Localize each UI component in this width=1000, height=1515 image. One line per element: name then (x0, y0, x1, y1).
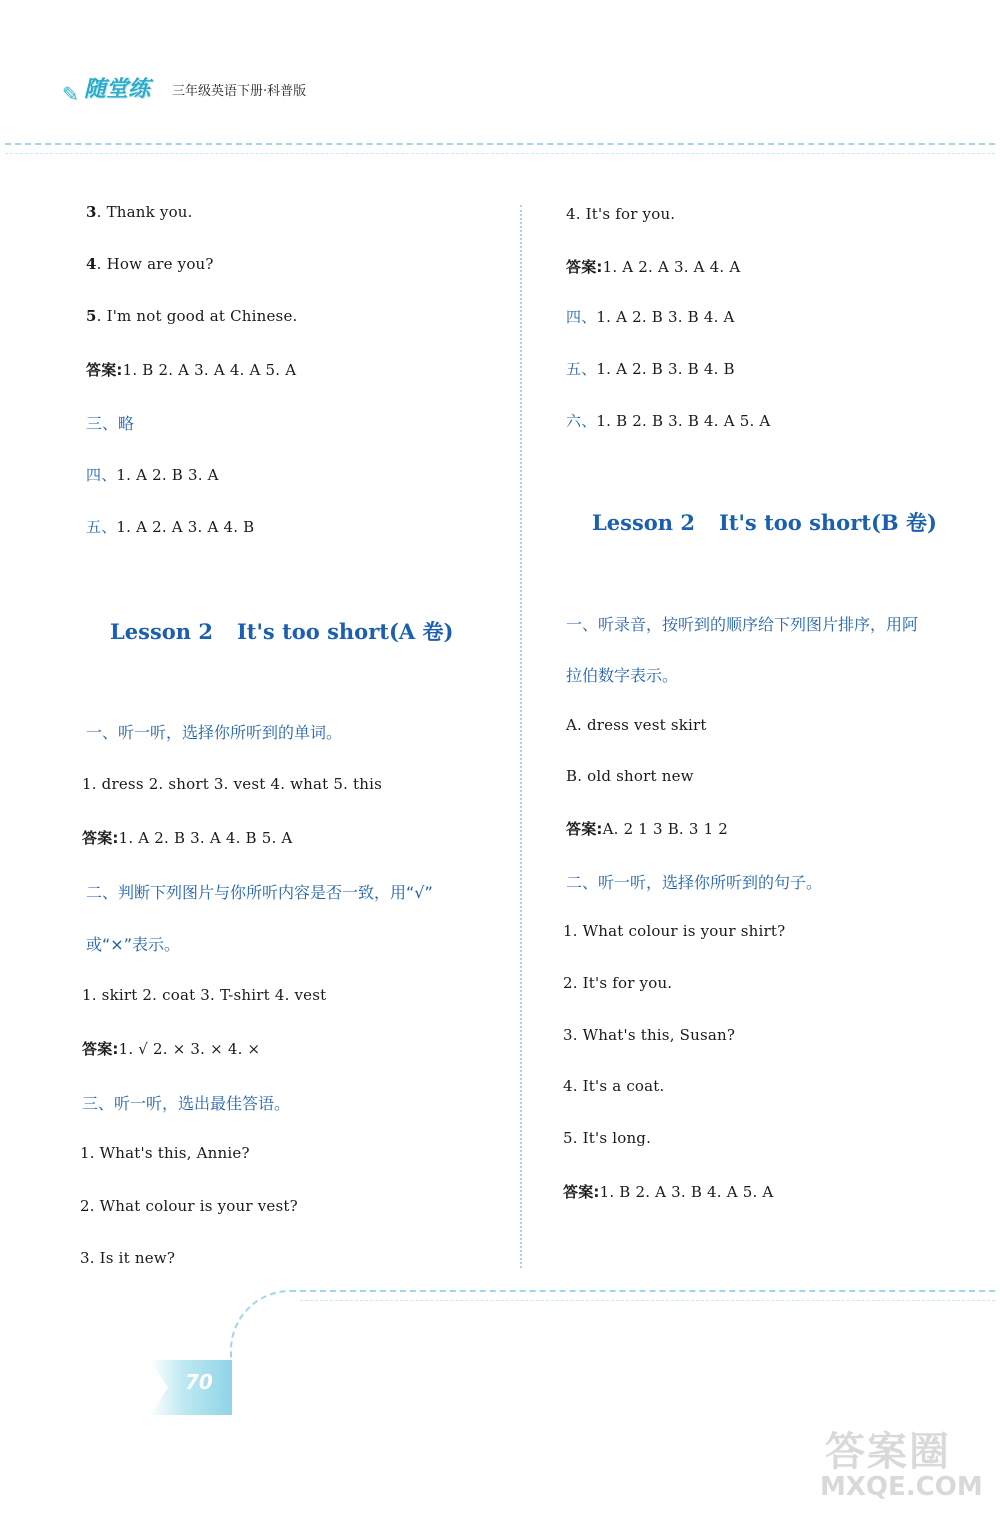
watermark (820, 1420, 990, 1505)
footer-curve (230, 1290, 312, 1382)
section-heading-cont: 拉伯数字表示。 (566, 666, 679, 685)
answer-key: 答案:1. A 2. B 3. A 4. B 5. A (82, 829, 293, 847)
answer-key: 答案:1. √ 2. × 3. × 4. × (82, 1040, 261, 1058)
book-logo (62, 70, 165, 110)
footer-dash-line (300, 1290, 995, 1292)
item-line: 2. What colour is your vest? (80, 1197, 298, 1215)
section-heading: 三、听一听，选出最佳答语。 (82, 1094, 291, 1113)
header-dash-line-2 (5, 153, 995, 154)
item-line: 3. What's this, Susan? (563, 1026, 736, 1044)
answer-line: 4. It's for you. (566, 205, 676, 223)
pencil-icon: ✎ (62, 82, 79, 106)
item-line: 1. What's this, Annie? (80, 1144, 250, 1162)
section-answer: 五、1. A 2. B 3. B 4. B (566, 360, 735, 378)
answer-line: 5. I'm not good at Chinese. (86, 307, 298, 325)
item-list: B. old short new (566, 767, 694, 785)
page-number: 70 (185, 1370, 213, 1394)
section-heading: 二、听一听，选择你所听到的句子。 (566, 873, 823, 892)
item-line: 2. It's for you. (563, 974, 673, 992)
section-answer: 四、1. A 2. B 3. B 4. A (566, 308, 735, 326)
item-list: A. dress vest skirt (566, 716, 707, 734)
item-line: 4. It's a coat. (563, 1077, 665, 1095)
section-answer: 六、1. B 2. B 3. B 4. A 5. A (566, 412, 771, 430)
answer-line: 4. How are you? (86, 255, 214, 273)
answer-key: 答案:1. A 2. A 3. A 4. A (566, 258, 741, 276)
watermark-top: 答案圈 (825, 1429, 951, 1475)
item-list: 1. skirt 2. coat 3. T-shirt 4. vest (82, 986, 327, 1004)
section-heading: 三、略 (86, 414, 135, 433)
book-subtitle: 三年级英语下册·科普版 (172, 84, 307, 99)
section-heading: 一、听录音，按听到的顺序给下列图片排序，用阿 (566, 615, 919, 634)
answer-key: 答案:1. B 2. A 3. A 4. A 5. A (86, 361, 297, 379)
item-line: 1. What colour is your shirt? (563, 922, 786, 940)
answer-key: 答案:1. B 2. A 3. B 4. A 5. A (563, 1183, 774, 1201)
section-heading-cont: 或“×”表示。 (86, 935, 180, 954)
lesson-title-b: Lesson 2 It's too short(B 卷) (592, 510, 937, 535)
section-heading: 二、判断下列图片与你所听内容是否一致，用“√” (86, 883, 433, 902)
header-dash-line (5, 143, 995, 145)
footer-dash-line-2 (300, 1300, 995, 1301)
answer-line: 3. Thank you. (86, 203, 193, 221)
section-answer: 四、1. A 2. B 3. A (86, 466, 219, 484)
item-line: 3. Is it new? (80, 1249, 176, 1267)
watermark-bottom: MXQE.COM (820, 1472, 983, 1502)
item-line: 5. It's long. (563, 1129, 652, 1147)
answer-key: 答案:A. 2 1 3 B. 3 1 2 (566, 820, 729, 838)
section-answer: 五、1. A 2. A 3. A 4. B (86, 518, 255, 536)
item-list: 1. dress 2. short 3. vest 4. what 5. this (82, 775, 383, 793)
section-heading: 一、听一听，选择你所听到的单词。 (86, 723, 343, 742)
logo-text: 随堂练 (84, 77, 151, 102)
lesson-title-a: Lesson 2 It's too short(A 卷) (110, 619, 454, 644)
column-divider (520, 205, 522, 1268)
